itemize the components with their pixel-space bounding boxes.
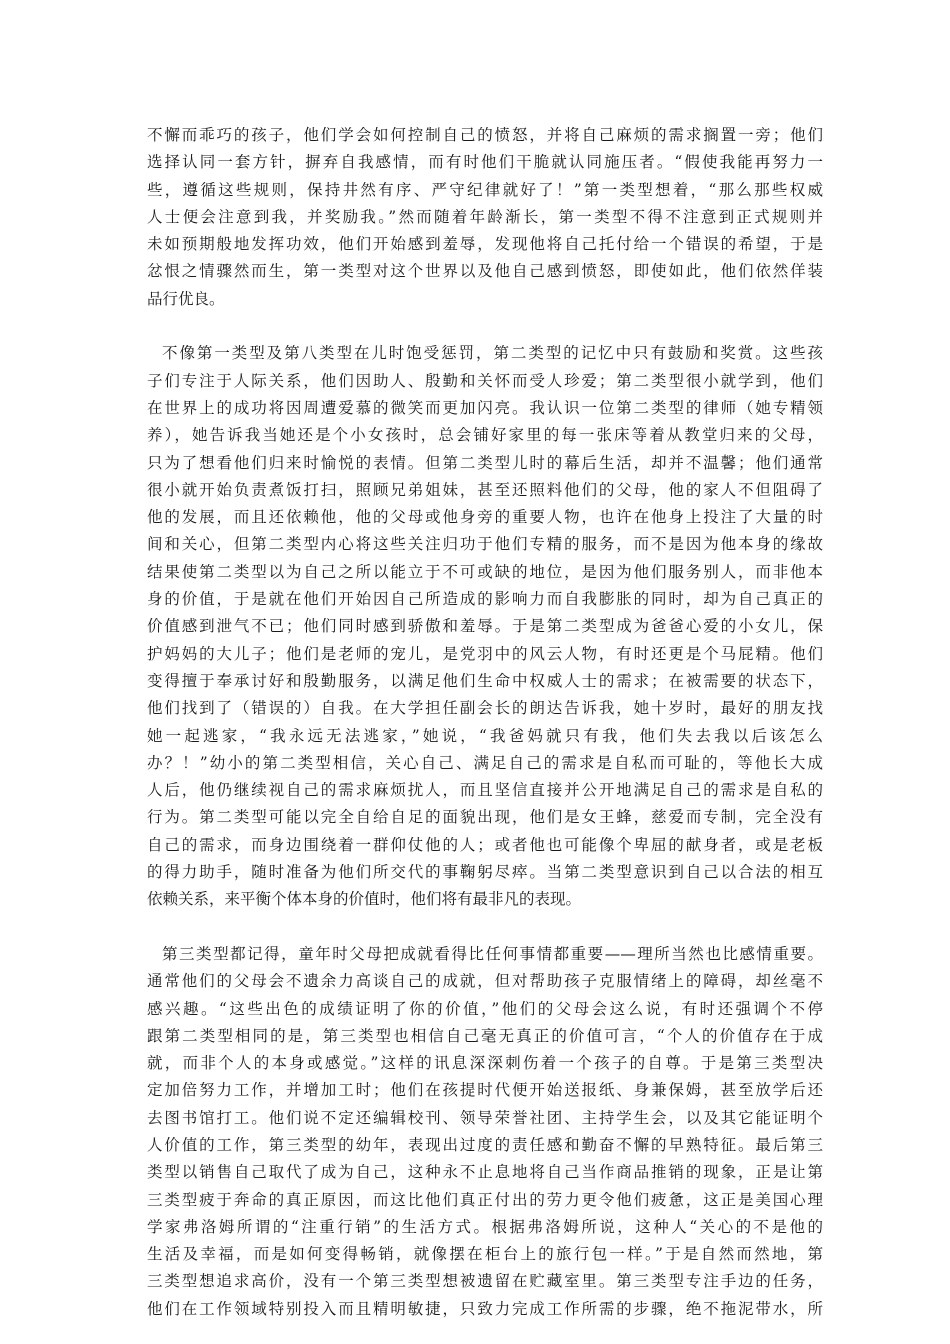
text-line: 身的价值，于是就在他们开始因自己所造成的影响力而自我膨胀的同时，却为自己真正的 [147, 590, 823, 609]
text-line: 选择认同一套方针，摒弃自我感情，而有时他们干脆就认同施压者。“假使我能再努力一 [147, 153, 823, 172]
text-line: 定加倍努力工作，并增加工时；他们在孩提时代便开始送报纸、身兼保姆，甚至放学后还 [147, 1081, 823, 1100]
body-text [147, 122, 823, 1323]
text-line: 品行优良。 [147, 289, 225, 308]
text-line: 学家弗洛姆所谓的“注重行销”的生活方式。根据弗洛姆所说，这种人“关心的不是他的 [147, 1217, 823, 1236]
text-line: 她一起逃家，“我永远无法逃家，”她说，“我爸妈就只有我，他们失去我以后该怎么 [147, 726, 823, 745]
text-line: 他们在工作领域特别投入而且精明敏捷，只致力完成工作所需的步骤，绝不拖泥带水，所 [147, 1299, 823, 1318]
text-line: 感兴趣。“这些出色的成绩证明了你的价值，”他们的父母会这么说，有时还强调个不停 [147, 999, 823, 1018]
text-line: 变得擅于奉承讨好和殷勤服务，以满足他们生命中权威人士的需求；在被需要的状态下， [147, 671, 823, 690]
text-line: 跟第二类型相同的是，第三类型也相信自己毫无真正的价值可言，“个人的价值存在于成 [147, 1026, 823, 1045]
text-line: 间和关心，但第二类型内心将这些关注归功于他们专精的服务，而不是因为他本身的缘故 [147, 535, 823, 554]
text-line: 未如预期般地发挥功效，他们开始感到羞辱，发现他将自己托付给一个错误的希望，于是 [147, 235, 823, 254]
text-line: 护妈妈的大儿子；他们是老师的宠儿，是党羽中的风云人物，有时还更是个马屁精。他们 [147, 644, 823, 663]
paragraph [147, 122, 823, 313]
text-line: 行为。第二类型可能以完全自给自足的面貌出现，他们是女王蜂，慈爱而专制，完全没有 [147, 808, 823, 827]
text-line: 不懈而乖巧的孩子，他们学会如何控制自己的愤怒，并将自己麻烦的需求搁置一旁；他们 [147, 126, 823, 144]
text-line: 的得力助手，随时准备为他们所交代的事鞠躬尽瘁。当第二类型意识到自己以合法的相互 [147, 863, 823, 882]
paragraph-gap [147, 914, 823, 941]
text-line: 结果使第二类型以为自己之所以能立于不可或缺的地位，是因为他们服务别人，而非他本 [147, 562, 823, 581]
text-line: 办？！”幼小的第二类型相信，关心自己、满足自己的需求是自私而可耻的，等他长大成 [147, 753, 823, 772]
paragraph [147, 941, 823, 1323]
text-line: 在世界上的成功将因周遭爱慕的微笑而更加闪亮。我认识一位第二类型的律师（她专精领 [147, 398, 823, 417]
text-line: 些，遵循这些规则，保持井然有序、严守纪律就好了！”第一类型想着，“那么那些权威 [147, 180, 823, 199]
text-line: 三类型疲于奔命的真正原因，而这比他们真正付出的劳力更令他们疲惫，这正是美国心理 [147, 1190, 823, 1209]
text-line: 人价值的工作，第三类型的幼年，表现出过度的责任感和勤奋不懈的早熟特征。最后第三 [147, 1135, 823, 1154]
text-line: 他的发展，而且还依赖他，他的父母或他身旁的重要人物，也许在他身上投注了大量的时 [147, 508, 823, 527]
text-line: 自己的需求，而身边围绕着一群仰仗他的人；或者他也可能像个卑屈的献身者，或是老板 [147, 835, 823, 854]
text-line: 通常他们的父母会不遗余力高谈自己的成就，但对帮助孩子克服情绪上的障碍，却丝毫不 [147, 972, 823, 991]
text-line: 生活及幸福，而是如何变得畅销，就像摆在柜台上的旅行包一样。”于是自然而然地，第 [147, 1245, 823, 1264]
text-line: 人士便会注意到我，并奖励我。”然而随着年龄渐长，第一类型不得不注意到正式规则并 [147, 207, 823, 226]
text-line: 只为了想看他们归来时愉悦的表情。但第二类型儿时的幕后生活，却并不温馨；他们通常 [147, 453, 823, 472]
text-line: 不像第一类型及第八类型在儿时饱受惩罚，第二类型的记忆中只有鼓励和奖赏。这些孩 [162, 344, 823, 363]
paragraph-gap [147, 313, 823, 340]
text-line: 他们找到了（错误的）自我。在大学担任副会长的朗达告诉我，她十岁时，最好的朋友找 [147, 699, 823, 718]
paragraph [147, 340, 823, 913]
text-line: 很小就开始负责煮饭打扫，照顾兄弟姐妹，甚至还照料他们的父母，他的家人不但阻碍了 [147, 480, 823, 499]
text-line: 依赖关系，来平衡个体本身的价值时，他们将有最非凡的表现。 [147, 890, 582, 909]
text-line: 忿恨之情骤然而生，第一类型对这个世界以及他自己感到愤怒，即使如此，他们依然佯装 [147, 262, 823, 281]
text-line: 类型以销售自己取代了成为自己，这种永不止息地将自己当作商品推销的现象，正是让第 [147, 1163, 823, 1182]
text-line: 三类型想追求高价，没有一个第三类型想被遗留在贮藏室里。第三类型专注手边的任务， [147, 1272, 823, 1291]
text-line: 养），她告诉我当她还是个小女孩时，总会铺好家里的每一张床等着从教堂归来的父母， [147, 426, 823, 445]
text-line: 第三类型都记得，童年时父母把成就看得比任何事情都重要——理所当然也比感情重要。 [162, 944, 823, 963]
text-line: 价值感到泄气不已；他们同时感到骄傲和羞辱。于是第二类型成为爸爸心爱的小女儿，保 [147, 617, 823, 636]
text-line: 人后，他仍继续视自己的需求麻烦扰人，而且坚信直接并公开地满足自己的需求是自私的 [147, 781, 823, 800]
text-line: 去图书馆打工。他们说不定还编辑校刊、领导荣誉社团、主持学生会，以及其它能证明个 [147, 1108, 823, 1127]
text-line: 就，而非个人的本身或感觉。”这样的讯息深深刺伤着一个孩子的自尊。于是第三类型决 [147, 1054, 823, 1073]
text-line: 子们专注于人际关系，他们因助人、殷勤和关怀而受人珍爱；第二类型很小就学到，他们 [147, 371, 823, 390]
